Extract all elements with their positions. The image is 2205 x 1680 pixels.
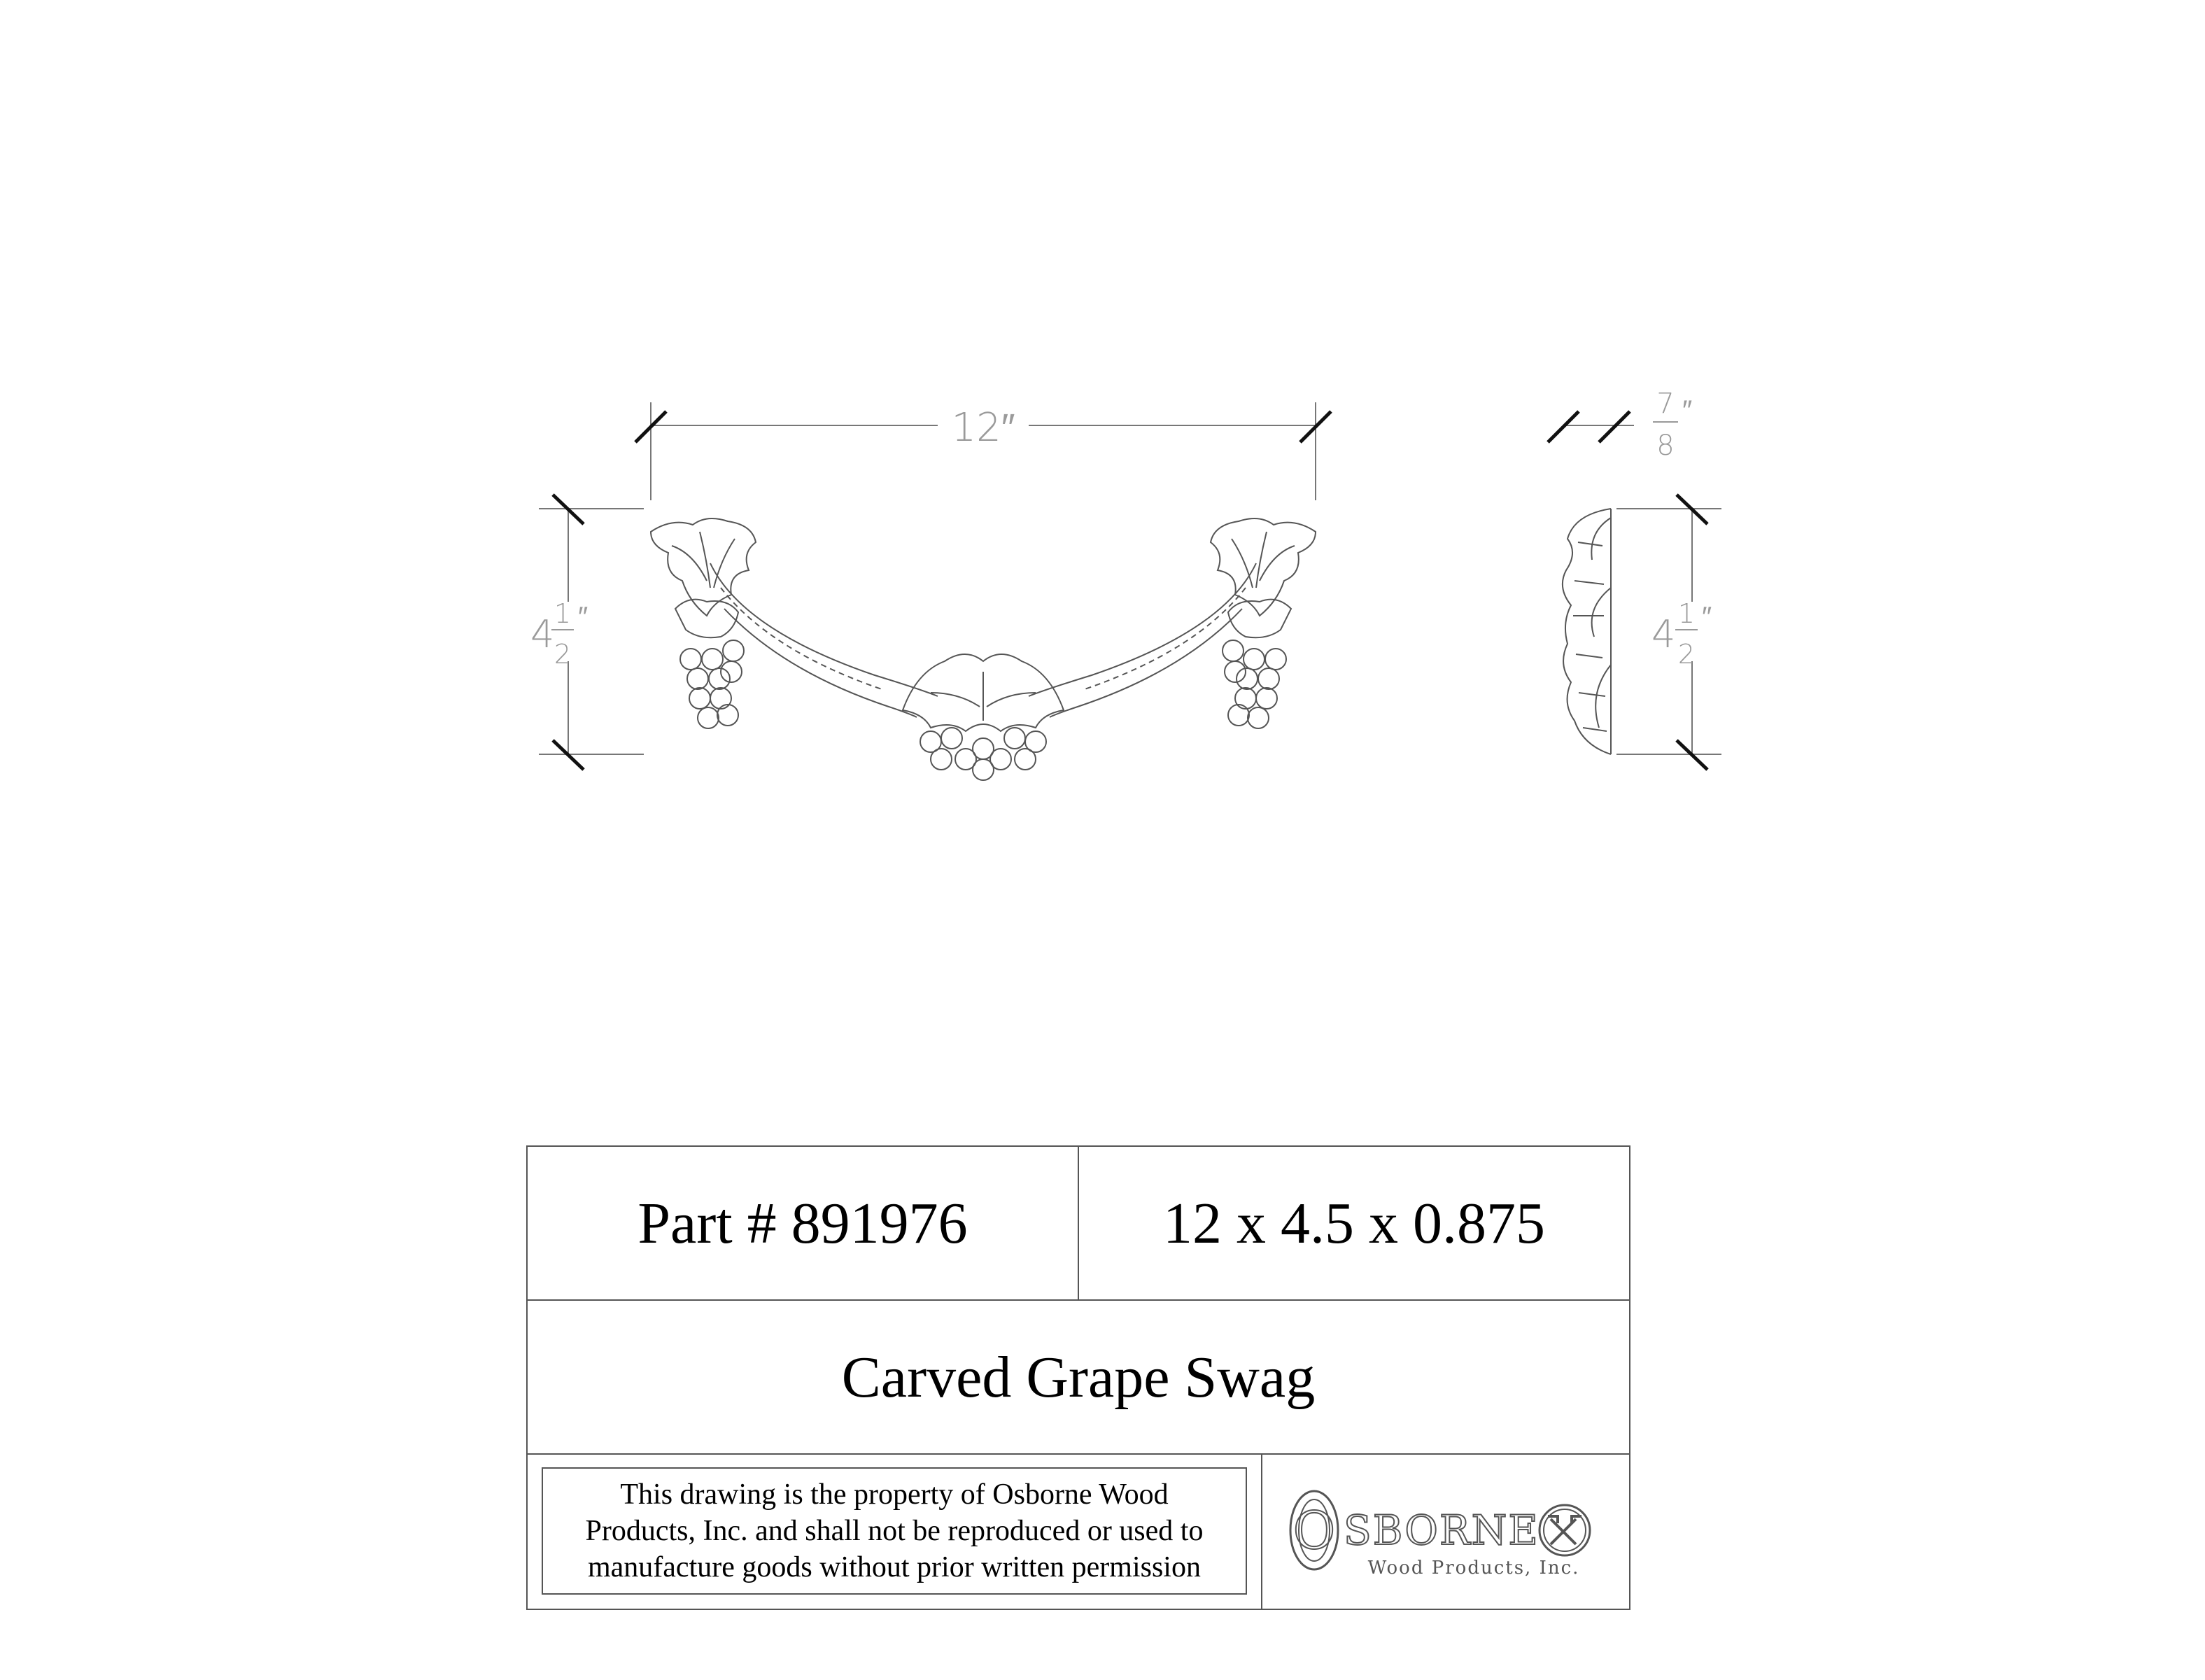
notice-line-2: Products, Inc. and shall not be reproduced or used to xyxy=(585,1515,1204,1547)
height-right-whole: 4 xyxy=(1651,612,1676,656)
height-left-den: 2 xyxy=(554,639,572,670)
thickness-inch: ″ xyxy=(1682,395,1693,427)
height-right-num: 1 xyxy=(1677,598,1696,629)
title-block xyxy=(526,1145,1630,1610)
tick-mark xyxy=(1599,411,1630,442)
tick-mark xyxy=(1548,411,1579,442)
part-number: Part # 891976 xyxy=(528,1147,1079,1301)
copyright-notice-cell xyxy=(528,1455,1262,1609)
logo-graphic xyxy=(1285,1476,1607,1588)
logo-o: O xyxy=(1292,1501,1336,1561)
height-right-den: 2 xyxy=(1677,639,1696,670)
notice-line-3: manufacture goods without prior written permission xyxy=(587,1551,1201,1583)
copyright-notice xyxy=(542,1467,1247,1595)
thickness-num: 7 xyxy=(1656,388,1675,420)
height-left-inch: ″ xyxy=(578,601,589,633)
height-right-inch: ″ xyxy=(1702,601,1712,633)
logo-subtitle: Wood Products, Inc. xyxy=(1367,1558,1580,1579)
height-left-whole: 4 xyxy=(530,612,555,656)
notice-line-1: This drawing is the property of Osborne Wood xyxy=(620,1478,1169,1511)
logo-name: SBORNE xyxy=(1344,1506,1540,1554)
swag-front-view xyxy=(651,518,1316,731)
width-label: 12″ xyxy=(951,405,1015,451)
hammer-icon xyxy=(1548,1516,1581,1544)
swag-side-view xyxy=(1563,509,1611,754)
height-dimension-left xyxy=(539,509,644,754)
thickness-den: 8 xyxy=(1656,430,1675,462)
osborne-logo xyxy=(1262,1455,1629,1609)
part-size: 12 x 4.5 x 0.875 xyxy=(1079,1147,1629,1301)
part-name: Carved Grape Swag xyxy=(528,1301,1629,1455)
height-left-num: 1 xyxy=(554,598,572,629)
